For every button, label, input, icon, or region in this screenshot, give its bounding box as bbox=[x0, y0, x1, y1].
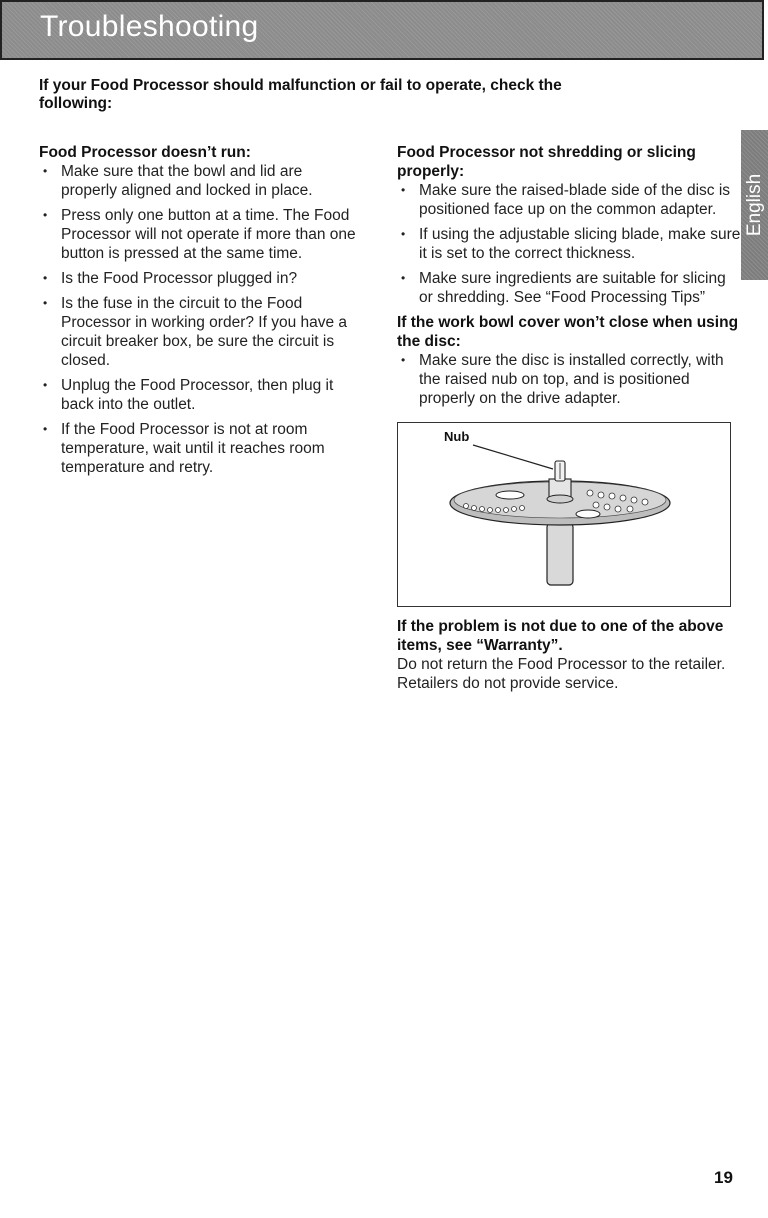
hub-base bbox=[547, 495, 573, 503]
bullet-icon: • bbox=[43, 422, 48, 436]
list-item-text: Make sure that the bowl and lid are properly aligned and locked in place. bbox=[61, 163, 313, 199]
disc-slot bbox=[496, 491, 524, 499]
list-item bbox=[397, 181, 742, 219]
list-item-text: Make sure ingredients are suitable for slicing or shredding. See “Food Processing Tips” bbox=[419, 270, 726, 306]
page-title: Troubleshooting bbox=[40, 10, 259, 43]
list-item bbox=[397, 351, 742, 408]
bullet-icon: • bbox=[43, 208, 48, 222]
list-item bbox=[397, 269, 742, 307]
bullet-icon: • bbox=[401, 271, 406, 285]
nub-leader-line bbox=[473, 445, 553, 469]
list-item-text: Is the fuse in the circuit to the Food Processor in working order? If you have a circuit breaker box, be sure the circuit is closed. bbox=[61, 295, 348, 369]
list-item bbox=[39, 376, 359, 414]
bullet-icon: • bbox=[43, 378, 48, 392]
bullet-icon: • bbox=[43, 164, 48, 178]
bullet-icon: • bbox=[401, 353, 406, 367]
list-item-text: Is the Food Processor plugged in? bbox=[61, 270, 298, 287]
bullet-icon: • bbox=[401, 183, 406, 197]
list-item-text: Make sure the raised-blade side of the disc is positioned face up on the common adapter. bbox=[419, 182, 731, 218]
cover-wont-close-list bbox=[397, 351, 742, 408]
right-column bbox=[397, 143, 742, 693]
header-bar bbox=[0, 0, 764, 60]
disc-diagram bbox=[398, 423, 732, 608]
intro-text: If your Food Processor should malfunction or fail to operate, check the following: bbox=[39, 77, 562, 112]
section-heading-doesnt-run: Food Processor doesn’t run: bbox=[39, 144, 251, 161]
language-tab-label: English bbox=[743, 173, 765, 237]
not-shredding-list bbox=[397, 181, 742, 307]
section-heading-not-shredding: Food Processor not shredding or slicing properly: bbox=[397, 144, 696, 180]
list-item bbox=[39, 420, 359, 477]
list-item-text: Unplug the Food Processor, then plug it back into the outlet. bbox=[61, 377, 334, 413]
bullet-icon: • bbox=[43, 296, 48, 310]
list-item bbox=[39, 162, 359, 200]
list-item-text: Press only one button at a time. The Food Processor will not operate if more than one button is pressed at the same time. bbox=[61, 207, 356, 262]
nub-label: Nub bbox=[444, 429, 470, 444]
language-tab bbox=[741, 130, 768, 280]
disc-slot-lower bbox=[576, 510, 600, 518]
doesnt-run-list bbox=[39, 162, 359, 477]
list-item-text: Make sure the disc is installed correctly, with the raised nub on top, and is positioned properly on the drive adapter. bbox=[419, 352, 724, 407]
warranty-heading: If the problem is not due to one of the above items, see “Warranty”. bbox=[397, 618, 724, 654]
section-heading-cover-wont-close: If the work bowl cover won’t close when using the disc: bbox=[397, 314, 739, 350]
disc-illustration bbox=[397, 422, 731, 607]
left-column bbox=[39, 143, 359, 483]
bullet-icon: • bbox=[43, 271, 48, 285]
page-number: 19 bbox=[714, 1168, 733, 1187]
warranty-text: Do not return the Food Processor to the retailer. Retailers do not provide service. bbox=[397, 656, 726, 692]
list-item-text: If using the adjustable slicing blade, make sure it is set to the correct thickness. bbox=[419, 226, 741, 262]
list-item bbox=[397, 225, 742, 263]
bullet-icon: • bbox=[401, 227, 406, 241]
disc-stem bbox=[547, 523, 573, 585]
list-item bbox=[39, 206, 359, 263]
list-item bbox=[39, 269, 359, 288]
list-item-text: If the Food Processor is not at room temperature, wait until it reaches room temperature and retry. bbox=[61, 421, 325, 476]
list-item bbox=[39, 294, 359, 370]
